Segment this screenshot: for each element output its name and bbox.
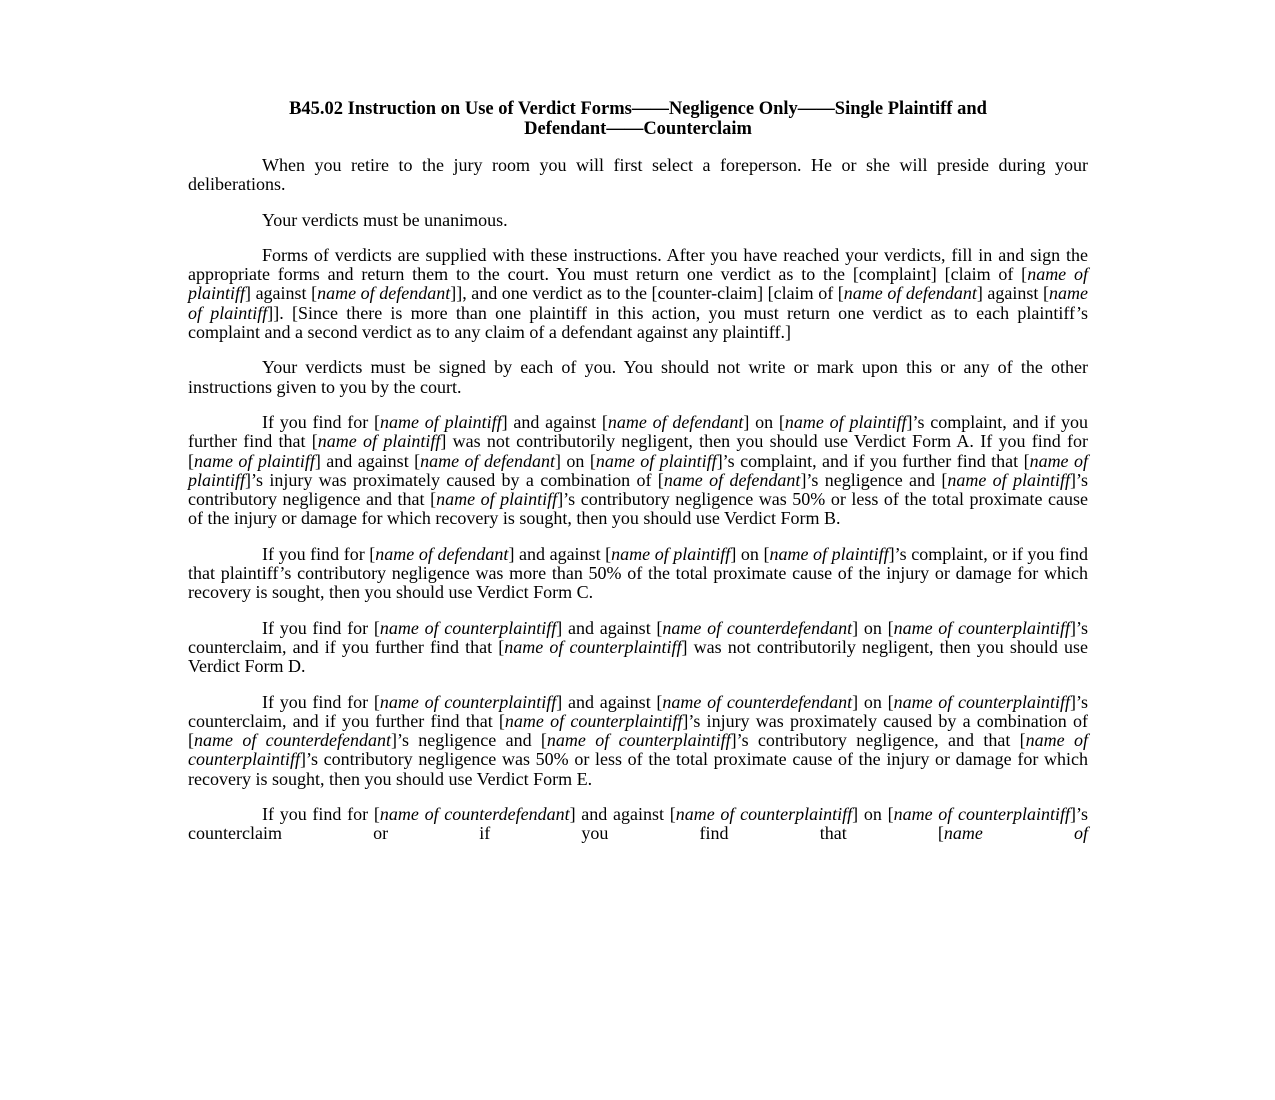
paragraph-verdict-form-d — [188, 619, 1088, 677]
placeholder-name-text: name of defendant — [420, 450, 555, 471]
paragraph-text: ] on [ — [852, 804, 894, 825]
paragraph-text: ]’s complaint, and if you further find that [ — [716, 450, 1030, 471]
paragraph-text: Your verdicts must be signed by each of you. You should not write or mark upon this or any of the other instructions given to you by the court. — [188, 357, 1088, 397]
placeholder-name-text: name of plaintiff — [595, 450, 717, 471]
placeholder-name-text: name of defendant — [663, 469, 801, 490]
paragraph-text: ]’s counterclaim or if you find that [ — [188, 804, 1088, 844]
placeholder-name-text: name of plaintiff — [188, 450, 1088, 490]
paragraph-text: If you find for [ — [262, 411, 381, 432]
title-line-1: B45.02 Instruction on Use of Verdict Forms——Negligence Only——Single Plaintiff and — [289, 99, 987, 119]
paragraph-verdict-forms-a-b — [188, 413, 1088, 529]
document-page — [188, 100, 1088, 860]
paragraph-text: ] on [ — [743, 411, 785, 432]
paragraph-text: When you retire to the jury room you will first select a foreperson. He or she will preside during your deliberations. — [188, 155, 1088, 195]
paragraph-text: If you find for [ — [262, 617, 380, 638]
placeholder-name-text: name of defendant — [317, 283, 451, 304]
placeholder-name-text: name of plaintiff — [436, 489, 558, 510]
paragraph-signing — [188, 358, 1088, 397]
paragraph-text: ] was not contributorily negligent, then you should use Verdict Form A. If you find for [ — [188, 431, 1088, 471]
paragraph-text: ]’s injury was proximately caused by a combination of [ — [245, 469, 664, 490]
paragraph-text: ]’s counterclaim, and if you further find that [ — [188, 617, 1088, 657]
title-line-2: Defendant——Counterclaim — [524, 118, 752, 139]
paragraph-foreperson — [188, 156, 1088, 195]
placeholder-name-text: name of plaintiff — [380, 411, 502, 432]
paragraph-text: ]’s contributory negligence and that [ — [188, 469, 1088, 510]
placeholder-name-text: name of counterplaintiff — [504, 710, 683, 731]
paragraph-verdict-form-e — [188, 693, 1088, 789]
document-title — [188, 100, 1088, 139]
paragraph-text: ] was not contributorily negligent, then you should use Verdict Form D. — [188, 636, 1088, 677]
placeholder-name-text: name of defendant — [375, 543, 509, 564]
placeholder-name-text: name of plaintiff — [194, 450, 315, 471]
paragraph-text: ]’s complaint, and if you further find that [ — [188, 411, 1089, 452]
paragraph-text: ] on [ — [730, 543, 770, 564]
paragraph-text: ]’s injury was proximately caused by a combination of [ — [188, 710, 1088, 751]
paragraph-text: ] and against [ — [569, 804, 676, 825]
paragraph-text: ] and against [ — [501, 411, 608, 432]
placeholder-name-text: name of counterplaintiff — [504, 636, 682, 657]
paragraph-text: ] against [ — [976, 283, 1049, 304]
placeholder-name-text: name of counterplaintiff — [675, 804, 853, 825]
paragraph-text: ]’s contributory negligence was 50% or less of the total proximate cause of the injury or damage for which recovery is sought, then you should use Verdict Form E. — [188, 749, 1088, 789]
placeholder-name-text: name of plaintiff — [769, 543, 889, 564]
placeholder-name-text: name of counterplaintiff — [379, 691, 557, 712]
placeholder-name-text: name of counterplaintiff — [546, 730, 731, 751]
placeholder-name-text: name of counterplaintiff — [379, 617, 557, 638]
paragraph-text: ] and against [ — [314, 450, 421, 471]
paragraph-text: ]’s counterclaim, and if you further find that [ — [188, 691, 1088, 731]
placeholder-name-text: name of counterdefendant — [662, 617, 853, 638]
paragraph-text: ]’s negligence and [ — [800, 469, 948, 490]
paragraph-text: ] on [ — [852, 691, 894, 712]
paragraph-text: ] and against [ — [556, 691, 663, 712]
placeholder-name-text: name of counterdefendant — [379, 804, 570, 825]
placeholder-name-text: name of — [943, 823, 1088, 844]
paragraph-text: ]]. [Since there is more than one plaintiff in this action, you must return one verdict as to each plaintiff’s complaint and a second verdict as to any claim of a defendant against any plaintiff.] — [188, 302, 1088, 343]
paragraph-text: If you find for [ — [262, 804, 380, 825]
paragraph-text: ]], and one verdict as to the [counter-claim] [claim of [ — [450, 283, 844, 304]
placeholder-name-text: name of plaintiff — [611, 543, 731, 564]
paragraph-text: ] against [ — [245, 283, 318, 304]
placeholder-name-text: name of counterplaintiff — [893, 691, 1070, 712]
paragraph-text: Your verdicts must be unanimous. — [262, 209, 508, 230]
paragraph-unanimous — [188, 211, 1088, 230]
paragraph-verdict-form-c — [188, 545, 1088, 603]
placeholder-name-text: name of plaintiff — [784, 411, 907, 432]
paragraph-text: Forms of verdicts are supplied with these instructions. After you have reached your verdicts, fill in and sign the appropriate forms and return them to the court. You must return one verdict as to the [complaint] [claim of [ — [188, 244, 1088, 285]
paragraph-text: ] and against [ — [556, 617, 663, 638]
placeholder-name-text: name of counterdefendant — [662, 691, 853, 712]
placeholder-name-text: name of counterplaintiff — [893, 804, 1070, 825]
placeholder-name-text: name of plaintiff — [317, 431, 441, 452]
paragraph-text: If you find for [ — [262, 543, 376, 564]
placeholder-name-text: name of plaintiff — [188, 283, 1088, 323]
placeholder-name-text: name of counterplaintiff — [188, 730, 1088, 770]
paragraph-text: ] on [ — [554, 450, 596, 471]
placeholder-name-text: name of counterdefendant — [194, 730, 391, 751]
paragraph-counterdefendant-truncated — [188, 805, 1088, 844]
paragraph-text: ]’s contributory negligence, and that [ — [730, 730, 1026, 751]
paragraph-forms-of-verdicts — [188, 246, 1088, 342]
paragraph-text: ]’s complaint, or if you find that plaintiff’s contributory negligence was more than 50% of the total proximate cause of the injury or damage for which recovery is sought, then you should use Verdict Form C. — [188, 543, 1088, 603]
placeholder-name-text: name of plaintiff — [188, 264, 1088, 304]
paragraph-text: If you find for [ — [262, 691, 380, 712]
paragraph-text: ]’s contributory negligence was 50% or less of the total proximate cause of the injury or damage for which recovery is sought, then you should use Verdict Form B. — [188, 489, 1088, 529]
paragraph-text: ] on [ — [852, 617, 894, 638]
paragraph-text: ] and against [ — [508, 543, 612, 564]
placeholder-name-text: name of defendant — [843, 283, 977, 304]
placeholder-name-text: name of counterplaintiff — [893, 617, 1070, 638]
placeholder-name-text: name of defendant — [607, 411, 744, 432]
paragraph-text: ]’s negligence and [ — [390, 730, 547, 751]
placeholder-name-text: name of plaintiff — [947, 469, 1070, 490]
